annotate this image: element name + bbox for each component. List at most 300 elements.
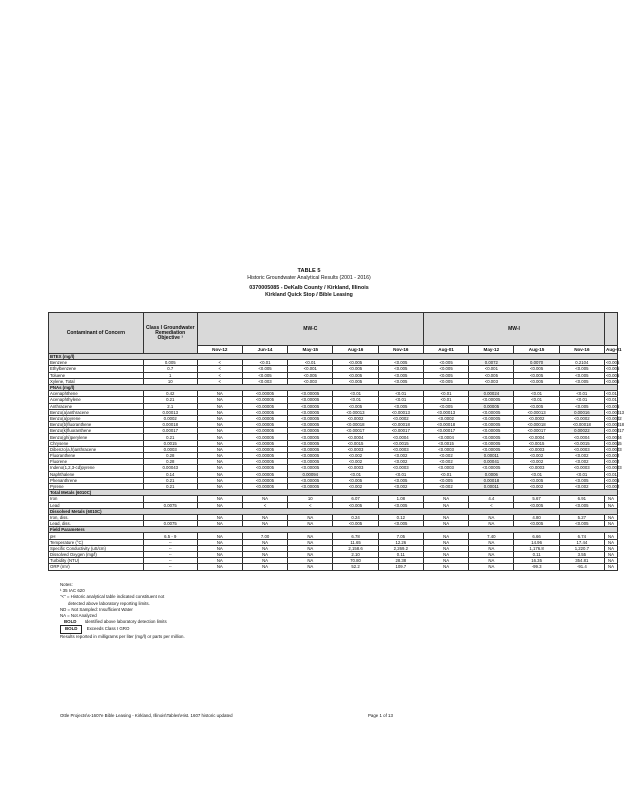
contaminant-name: Lead	[49, 502, 144, 508]
contaminant-name: ORP (mV)	[49, 564, 144, 570]
contaminant-name: Benzo(k)fluoranthene	[49, 428, 144, 434]
table-cell: -99.3	[514, 564, 559, 570]
table-cell: <0.00005	[242, 428, 287, 434]
table-cell: <0.00005	[288, 465, 333, 471]
table-cell: <0.005	[378, 403, 423, 409]
table-cell: <0.01	[514, 397, 559, 403]
table-cell: NA	[288, 558, 333, 564]
table-cell: NA	[197, 502, 242, 508]
table-cell: <0.002	[559, 453, 604, 459]
note-line: detected above laboratory reporting limits.	[68, 600, 150, 606]
table-cell: <0.002	[333, 483, 378, 489]
header-date: Aug-01	[423, 346, 468, 354]
footer-file-path: Ottle Projects\s-1607e Bible Leasing - Kirkland, Illinois\Tables\Hist. 1607 historic updated	[60, 713, 233, 718]
table-cell: <0.0015	[423, 440, 468, 446]
contaminant-name: Benzo(a)pyrene	[49, 415, 144, 421]
table-cell: <0.005	[378, 521, 423, 527]
table-cell: <0.005	[559, 477, 604, 483]
table-cell: NA	[197, 564, 242, 570]
table-cell: NA	[423, 514, 468, 520]
table-cell: <0.00005	[288, 428, 333, 434]
table-cell: 6.91	[559, 496, 604, 502]
table-cell: 0.00011	[469, 483, 514, 489]
table-cell: NA	[423, 558, 468, 564]
table-cell: <0.005	[378, 477, 423, 483]
table-cell: <0.005	[514, 477, 559, 483]
table-cell: <0.00013	[378, 409, 423, 415]
section-label: BTEX (mg/l)	[49, 354, 618, 360]
table-cell: <0.0003	[423, 446, 468, 452]
table-cell: NA	[197, 428, 242, 434]
contaminant-name: Dissolved Oxygen (mg/l)	[49, 552, 144, 558]
header-group-mw-c: MW-C	[197, 313, 423, 346]
table-cell: NA	[197, 533, 242, 539]
table-cell: NA	[197, 471, 242, 477]
header-date: Aug-01	[606, 347, 622, 352]
table-cell: 16.35	[514, 558, 559, 564]
table-cell: <0.01	[559, 471, 604, 477]
table-cell: <0.00005	[242, 471, 287, 477]
table-cell: 0.00018	[143, 422, 197, 428]
table-cell: <0.00005	[469, 397, 514, 403]
table-cell: <0.002	[378, 483, 423, 489]
table-cell: <0.00005	[469, 440, 514, 446]
title-block	[0, 268, 618, 299]
table-cell: 0.11	[378, 552, 423, 558]
table-cell: <0.0004	[559, 434, 604, 440]
table-cell: NA	[423, 533, 468, 539]
table-cell: <0.005	[378, 502, 423, 508]
table-cell: <0.00005	[242, 397, 287, 403]
table-cell: <0.0002	[606, 415, 622, 421]
table-cell: <0.00005	[242, 403, 287, 409]
table-cell: <0.005	[333, 372, 378, 378]
table-cell: <0.00017	[514, 428, 559, 434]
note-line: ¹ 35 IAC 620	[60, 588, 85, 594]
table-cell: <0.005	[606, 372, 620, 378]
table-cell: NA	[197, 415, 242, 421]
table-cell: <0.01	[288, 360, 333, 366]
table-cell: <0.0004	[378, 434, 423, 440]
table-cell: NA	[242, 552, 287, 558]
table-cell: <0.0004	[514, 434, 559, 440]
table-cell: <0.01	[559, 397, 604, 403]
table-cell: 0.00016	[559, 409, 604, 415]
contaminant-name: pH	[49, 533, 144, 539]
table-cell: <0.005	[423, 403, 468, 409]
table-cell: <0.001	[469, 366, 514, 372]
section-label: Total Metals (6010C)	[49, 490, 618, 496]
table-cell: 0.00041	[469, 459, 514, 465]
table-cell: NA	[469, 539, 514, 545]
table-cell: NA	[197, 409, 242, 415]
table-cell: NA	[469, 558, 514, 564]
table-cell: <0.00005	[288, 459, 333, 465]
table-cell: <0.0002	[378, 415, 423, 421]
table-cell: <0.00005	[469, 446, 514, 452]
table-cell: 0.0003	[143, 446, 197, 452]
table-cell: <0.00018	[559, 422, 604, 428]
table-cell: 2,269.2	[378, 545, 423, 551]
table-cell: <0.01	[423, 391, 468, 397]
table-cell: 354.81	[559, 558, 604, 564]
table-cell: 109.7	[378, 564, 423, 570]
table-cell: NA	[288, 533, 333, 539]
table-cell: <0.002	[423, 483, 468, 489]
table-cell: <	[469, 502, 514, 508]
table-cell: 1	[143, 372, 197, 378]
notes-heading: Notes:	[60, 582, 73, 587]
table-cell: <0.00005	[242, 415, 287, 421]
contaminant-name: Fluoranthene	[49, 453, 144, 459]
table-cell: <0.00005	[288, 434, 333, 440]
table-cell: NA	[197, 496, 242, 502]
table-cell: <0.005	[333, 502, 378, 508]
section-label: Field Parameters	[49, 527, 618, 533]
contaminant-name: Lead, diss.	[49, 521, 144, 527]
table-cell: <0.0003	[333, 465, 378, 471]
table-cell: 0.28	[143, 459, 197, 465]
section-label: Dissolved Metals (6010C)	[49, 508, 618, 514]
header-group-mw-i: MW-I	[423, 313, 604, 346]
table-cell: NA	[197, 391, 242, 397]
table-cell: <0.00018	[606, 422, 624, 428]
table-cell: NA	[605, 552, 618, 558]
table-cell: <0.005	[423, 378, 468, 384]
table-cell: <	[197, 372, 242, 378]
contaminant-name: Pyrene	[49, 483, 144, 489]
table-cell: 0.11	[514, 552, 559, 558]
table-cell: <0.01	[423, 397, 468, 403]
table-cell: 5.67	[514, 496, 559, 502]
table-cell: 3.55	[559, 552, 604, 558]
table-cell: NA	[197, 453, 242, 459]
table-cell: 0.005	[143, 360, 197, 366]
table-cell: 52.2	[333, 564, 378, 570]
table-cell: --	[143, 545, 197, 551]
table-cell: NA	[469, 564, 514, 570]
table-cell: 0.0070	[514, 360, 559, 366]
table-cell: NA	[288, 552, 333, 558]
header-date: Aug-16	[333, 346, 378, 354]
table-cell: <0.0003	[378, 446, 423, 452]
table-cell: NA	[605, 533, 618, 539]
table-cell: 0.00017	[143, 428, 197, 434]
table-cell: <0.01	[514, 391, 559, 397]
table-cell: <0.01	[423, 471, 468, 477]
legend-boxed-label: BOLD	[60, 625, 82, 633]
legend-boxed-row	[60, 625, 185, 633]
table-cell: NA	[197, 552, 242, 558]
table-cell: <0.0002	[514, 415, 559, 421]
table-cell: <	[197, 366, 242, 372]
header-date: Nov-12	[197, 346, 242, 354]
table-cell: 1.08	[378, 496, 423, 502]
table-cell: <0.00005	[242, 409, 287, 415]
table-cell: <0.00013	[333, 409, 378, 415]
table-cell: <0.002	[514, 459, 559, 465]
table-cell: -91.4	[559, 564, 604, 570]
table-cell: NA	[423, 564, 468, 570]
table-cell: 6.07	[333, 496, 378, 502]
table-cell: <0.003	[242, 378, 287, 384]
table-cell: <0.005	[559, 521, 604, 527]
table-cell: NA	[197, 539, 242, 545]
table-cell: <0.01	[514, 471, 559, 477]
table-cell: <0.005	[333, 366, 378, 372]
notes-block	[60, 582, 185, 640]
table-cell: NA	[288, 521, 333, 527]
table-cell: <0.00013	[423, 409, 468, 415]
table-cell: <0.0004	[606, 434, 622, 440]
table-cell: NA	[605, 514, 618, 520]
table-cell: <0.005	[288, 372, 333, 378]
table-cell: <0.0002	[423, 415, 468, 421]
table-cell: --	[143, 558, 197, 564]
table-cell: NA	[242, 545, 287, 551]
table-cell: 6.5 - 9	[143, 533, 197, 539]
table-cell: <0.00013	[514, 409, 559, 415]
contaminant-name: Naphthalene	[49, 471, 144, 477]
table-cell: <0.00005	[469, 434, 514, 440]
table-cell: <0.00017	[423, 428, 468, 434]
table-cell: <0.005	[333, 360, 378, 366]
table-cell: <0.002	[514, 483, 559, 489]
table-cell: <0.003	[469, 378, 514, 384]
table-cell: NA	[288, 545, 333, 551]
table-number: TABLE 5	[297, 268, 321, 274]
table-cell: <0.005	[423, 360, 468, 366]
table-cell: --	[143, 552, 197, 558]
contaminant-name: Iron	[49, 496, 144, 502]
table-cell: 0.00022	[559, 428, 604, 434]
table-cell: 4.80	[514, 514, 559, 520]
table-cell: <0.00005	[242, 483, 287, 489]
contaminant-name: Benzo(ghi)perylene	[49, 434, 144, 440]
table-cell: <0.002	[333, 459, 378, 465]
table-cell: <0.00005	[288, 391, 333, 397]
table-cell: 0.2104	[559, 360, 604, 366]
table-cell: <0.005	[514, 378, 559, 384]
table-cell: <0.0003	[378, 465, 423, 471]
contaminant-name: Chrysene	[49, 440, 144, 446]
table-cell: 0.14	[143, 471, 197, 477]
table-cell: 70.80	[333, 558, 378, 564]
table-cell: <0.005	[606, 403, 620, 409]
table-cell: 0.7	[143, 366, 197, 372]
contaminant-name: Fluorene	[49, 459, 144, 465]
table-cell: <0.005	[242, 366, 287, 372]
table-cell: 2.10	[333, 552, 378, 558]
table-cell: <0.01	[378, 397, 423, 403]
table-cell: <0.00005	[469, 415, 514, 421]
contaminant-name: Xylene, Total	[49, 378, 144, 384]
header-date: Nov-16	[559, 346, 604, 354]
note-line: Results reported in milligrams per liter (mg/l) or parts per million.	[60, 633, 185, 639]
table-cell: <0.005	[514, 372, 559, 378]
table-cell: 2.1	[143, 403, 197, 409]
table-cell: <0.002	[559, 483, 604, 489]
table-cell: <0.01	[378, 391, 423, 397]
table-cell: NA	[469, 514, 514, 520]
table-cell: 1,176.8	[514, 545, 559, 551]
table-cell: NA	[197, 477, 242, 483]
table-cell: <0.00005	[242, 440, 287, 446]
table-cell: <0.01	[606, 391, 617, 397]
table-cell: NA	[288, 514, 333, 520]
table-cell: <0.005	[333, 403, 378, 409]
contaminant-name: Ethylbenzene	[49, 366, 144, 372]
table-cell: <0.01	[333, 391, 378, 397]
table-cell: 0.00018	[469, 477, 514, 483]
table-cell: 0.0075	[143, 502, 197, 508]
table-cell: NA	[197, 483, 242, 489]
table-cell: <0.0015	[606, 440, 622, 446]
footer-page-number: Page 1 of 13	[368, 713, 393, 718]
table-cell: 10	[143, 378, 197, 384]
table-cell: <0.002	[514, 453, 559, 459]
table-cell: <0.0003	[423, 465, 468, 471]
table-cell: NA	[469, 521, 514, 527]
table-cell: <0.0003	[514, 465, 559, 471]
legend-bold-desc: Identified above laboratory detection limits	[84, 619, 167, 625]
legend-bold-label: BOLD	[64, 619, 77, 625]
table-cell: <0.0015	[559, 440, 604, 446]
contaminant-name: Benzo(b)fluoranthene	[49, 422, 144, 428]
table-cell: 0.21	[143, 483, 197, 489]
table-cell: NA	[605, 545, 618, 551]
table-cell: <0.00005	[469, 422, 514, 428]
table-cell: <	[197, 378, 242, 384]
table-cell: <0.01	[559, 391, 604, 397]
table-subtitle: Historic Groundwater Analytical Results (2001 - 2016)	[247, 275, 371, 281]
table-cell: --	[143, 564, 197, 570]
table-cell: <0.005	[606, 366, 620, 372]
table-cell: <0.002	[378, 459, 423, 465]
table-cell: 0.00094	[288, 471, 333, 477]
table-cell: <0.00005	[242, 459, 287, 465]
table-cell: <0.002	[559, 459, 604, 465]
table-cell: NA	[242, 514, 287, 520]
contaminant-name: Toluene	[49, 372, 144, 378]
table-cell: <0.00017	[606, 428, 624, 434]
table-cell: <0.01	[333, 471, 378, 477]
table-cell: NA	[605, 496, 618, 502]
table-cell: <0.001	[288, 366, 333, 372]
table-cell: 2,158.6	[333, 545, 378, 551]
contaminant-name: Indeno(1,2,3-cd)pyrene	[49, 465, 144, 471]
table-cell: 7.05	[378, 533, 423, 539]
table-cell: 14.96	[514, 539, 559, 545]
table-cell: 0.00024	[469, 391, 514, 397]
table-cell: NA	[469, 545, 514, 551]
table-row	[49, 564, 618, 570]
table-cell: NA	[197, 545, 242, 551]
table-cell: NA	[197, 514, 242, 520]
header-date: Aug-15	[514, 346, 559, 354]
table-cell: <0.005	[378, 366, 423, 372]
table-cell: <0.005	[514, 521, 559, 527]
contaminant-name: Acenaphthylene	[49, 397, 144, 403]
contaminant-name: Specific Conductivity (uS/cm)	[49, 545, 144, 551]
table-cell: 10	[288, 496, 333, 502]
table-cell: <0.00005	[469, 409, 514, 415]
table-cell: <0.00005	[242, 446, 287, 452]
table-cell: <0.0002	[333, 415, 378, 421]
table-cell: NA	[197, 403, 242, 409]
table-cell: <0.002	[606, 453, 620, 459]
table-cell: <0.005	[559, 378, 604, 384]
table-cell: <	[242, 502, 287, 508]
table-cell: <0.005	[559, 366, 604, 372]
table-cell: <0.00005	[242, 477, 287, 483]
table-cell: 11.65	[333, 539, 378, 545]
table-cell: <0.0015	[378, 440, 423, 446]
table-cell: NA	[242, 564, 287, 570]
table-cell: NA	[605, 539, 618, 545]
table-cell: NA	[197, 465, 242, 471]
table-cell: <0.003	[288, 378, 333, 384]
table-cell: <0.00018	[378, 422, 423, 428]
table-cell: <0.002	[423, 453, 468, 459]
table-cell: NA	[423, 502, 468, 508]
table-cell: <0.00005	[288, 453, 333, 459]
table-cell: <0.002	[606, 484, 620, 490]
table-cell: <0.005	[559, 502, 604, 508]
contaminant-name: Dibenzo(a,h)anthracene	[49, 446, 144, 452]
contaminant-name: Temperature (°C)	[49, 539, 144, 545]
table-cell: <0.00013	[606, 409, 624, 415]
table-cell: NA	[197, 440, 242, 446]
table-cell: <0.005	[606, 477, 620, 483]
note-line: NA = Not Analyzed	[60, 613, 97, 619]
table-cell: <0.0004	[423, 434, 468, 440]
table-cell: <0.00005	[242, 434, 287, 440]
table-cell: <0.005	[514, 366, 559, 372]
table-cell: NA	[197, 558, 242, 564]
table-cell: NA	[605, 521, 618, 527]
table-cell: NA	[423, 539, 468, 545]
table-cell: <0.00017	[378, 428, 423, 434]
table-cell: <0.005	[378, 360, 423, 366]
table-cell: NA	[423, 496, 468, 502]
table-cell: 1,220.7	[559, 545, 604, 551]
table-cell: 0.00043	[143, 465, 197, 471]
note-line: ND = Not Sampled: Insufficient Water	[60, 606, 133, 612]
header-date: Jun-14	[242, 346, 287, 354]
header-date: May-15	[288, 346, 333, 354]
table-cell: 4.4	[469, 496, 514, 502]
table-cell: 0.21	[143, 397, 197, 403]
table-cell: <0.005	[423, 366, 468, 372]
table-cell: NA	[605, 558, 618, 564]
table-cell: 6.74	[559, 533, 604, 539]
table-cell: <0.005	[333, 477, 378, 483]
section-label: PNAs (mg/l)	[49, 384, 618, 390]
table-cell: <0.00005	[469, 428, 514, 434]
table-cell: 0.00005	[469, 403, 514, 409]
table-cell: <0.005	[559, 403, 604, 409]
table-cell: 0.00011	[469, 453, 514, 459]
table-cell: NA	[288, 539, 333, 545]
table-cell: NA	[242, 539, 287, 545]
site-id: 0370005085 - DeKalb County / Kirkland, Illinois	[249, 285, 369, 291]
table-cell: <0.005	[378, 378, 423, 384]
contaminant-name: Anthracene	[49, 403, 144, 409]
table-cell: NA	[242, 496, 287, 502]
table-cell: 0.0006	[469, 471, 514, 477]
header-date: May-12	[469, 346, 514, 354]
